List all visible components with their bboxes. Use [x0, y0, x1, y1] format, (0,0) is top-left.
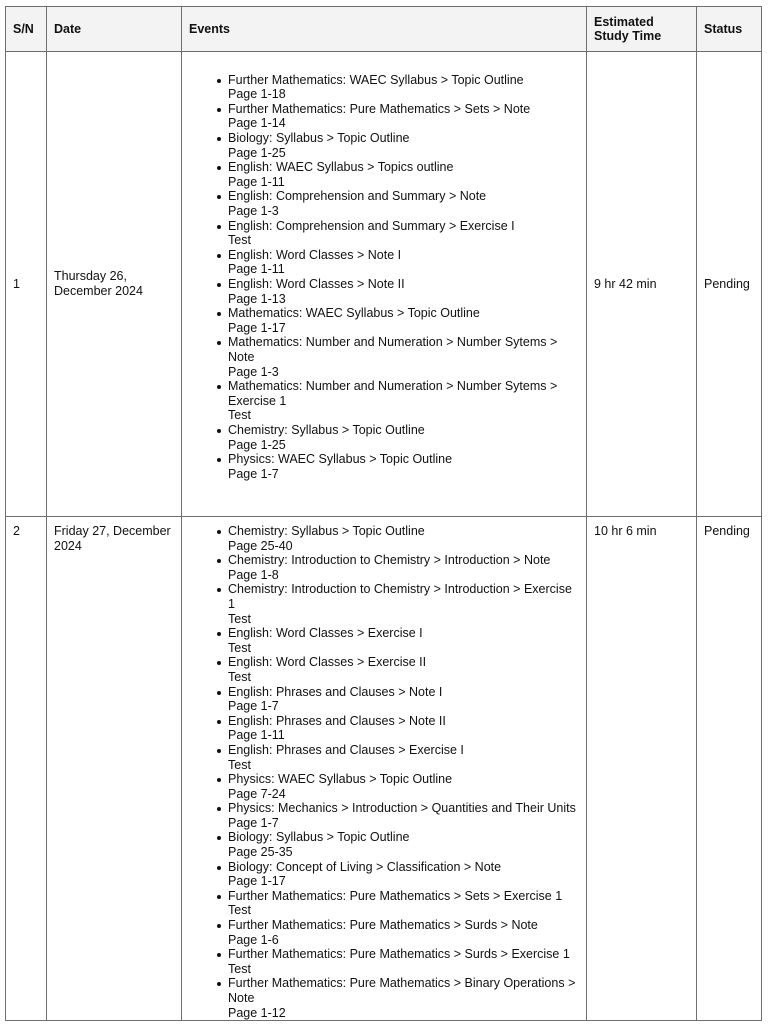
study-schedule-table — [5, 6, 762, 1021]
event-item — [228, 452, 579, 481]
event-item — [228, 685, 579, 714]
event-item — [228, 160, 579, 189]
event-title: Chemistry: Syllabus > Topic Outline — [228, 524, 425, 538]
header-study-time: Estimated Study Time — [587, 7, 697, 52]
event-title: English: Word Classes > Exercise II — [228, 655, 427, 670]
event-title: Biology: Syllabus > Topic Outline — [228, 830, 410, 845]
event-title: Further Mathematics: WAEC Syllabus > Topic Outline — [228, 72, 524, 87]
event-detail: Page 1-18 — [228, 87, 286, 102]
table-row — [6, 52, 762, 517]
event-item — [228, 830, 579, 859]
event-title: Biology: Syllabus > Topic Outline — [228, 131, 410, 146]
event-item — [228, 102, 579, 131]
event-detail: Page 1-7 — [228, 699, 279, 714]
event-list — [189, 524, 579, 1020]
event-detail: Test — [228, 961, 251, 976]
event-title: English: Comprehension and Summary > Exercise I — [228, 218, 515, 233]
event-title: Chemistry: Introduction to Chemistry > Introduction > Exercise 1 — [228, 582, 572, 611]
event-item — [228, 714, 579, 743]
event-title: English: Phrases and Clauses > Exercise I — [228, 742, 464, 757]
event-item — [228, 860, 579, 889]
event-item — [228, 626, 579, 655]
event-detail: Test — [228, 233, 251, 248]
event-title: English: Word Classes > Note I — [228, 247, 402, 262]
event-item — [228, 743, 579, 772]
event-item — [228, 277, 579, 306]
event-item — [228, 524, 579, 553]
event-item — [228, 73, 579, 102]
header-events: Events — [182, 7, 587, 52]
event-detail: Page 25-40 — [228, 538, 293, 553]
row-study-time: 9 hr 42 min — [587, 52, 697, 517]
event-detail: Page 1-3 — [228, 364, 279, 379]
event-detail: Page 1-3 — [228, 204, 279, 219]
event-item — [228, 889, 579, 918]
row-date: Thursday 26, December 2024 — [47, 52, 182, 517]
event-detail: Page 1-11 — [228, 262, 285, 277]
event-detail: Page 1-8 — [228, 567, 279, 582]
table-row — [6, 517, 762, 1021]
row-events — [182, 517, 587, 1021]
event-title: Mathematics: Number and Numeration > Number Sytems > Note — [228, 335, 558, 364]
event-title: English: Word Classes > Exercise I — [228, 626, 423, 641]
event-item — [228, 553, 579, 582]
event-title: Further Mathematics: Pure Mathematics > Surds > Note — [228, 918, 538, 933]
event-title: English: Phrases and Clauses > Note II — [228, 713, 446, 728]
event-title: Biology: Concept of Living > Classification > Note — [228, 859, 502, 874]
event-item — [228, 189, 579, 218]
event-title: English: Phrases and Clauses > Note I — [228, 684, 443, 699]
event-detail: Page 1-14 — [228, 116, 286, 131]
event-item — [228, 582, 579, 626]
event-title: English: Comprehension and Summary > Note — [228, 189, 487, 204]
event-item — [228, 306, 579, 335]
row-study-time: 10 hr 6 min — [587, 517, 697, 1021]
event-item — [228, 335, 579, 379]
row-sn: 1 — [6, 52, 47, 517]
event-detail: Page 7-24 — [228, 786, 286, 801]
event-title: Chemistry: Introduction to Chemistry > Introduction > Note — [228, 553, 551, 568]
row-sn: 2 — [6, 517, 47, 1021]
event-item — [228, 947, 579, 976]
event-title: English: Word Classes > Note II — [228, 277, 405, 291]
event-detail: Page 1-12 — [228, 1005, 286, 1020]
event-detail: Page 1-7 — [228, 815, 279, 830]
event-detail: Page 1-25 — [228, 437, 286, 452]
event-item — [228, 423, 579, 452]
table-header-row — [6, 7, 762, 52]
event-title: Further Mathematics: Pure Mathematics > Sets > Note — [228, 101, 531, 116]
event-item — [228, 976, 579, 1020]
event-title: Further Mathematics: Pure Mathematics > Surds > Exercise 1 — [228, 947, 570, 962]
event-detail: Test — [228, 903, 251, 918]
event-detail: Page 1-25 — [228, 145, 286, 160]
event-detail: Page 1-11 — [228, 728, 285, 743]
event-detail: Test — [228, 611, 251, 626]
event-detail: Page 25-35 — [228, 845, 293, 860]
event-title: Further Mathematics: Pure Mathematics > Binary Operations > Note — [228, 976, 576, 1005]
event-item — [228, 772, 579, 801]
event-title: Chemistry: Syllabus > Topic Outline — [228, 422, 425, 437]
event-detail: Page 1-13 — [228, 291, 286, 306]
event-item — [228, 248, 579, 277]
event-detail: Test — [228, 408, 251, 423]
event-title: Physics: WAEC Syllabus > Topic Outline — [228, 452, 453, 467]
event-detail: Page 1-7 — [228, 466, 279, 481]
event-item — [228, 219, 579, 248]
header-sn: S/N — [6, 7, 47, 52]
event-item — [228, 918, 579, 947]
event-detail: Test — [228, 640, 251, 655]
event-detail: Page 1-17 — [228, 320, 286, 335]
row-events — [182, 52, 587, 517]
row-status: Pending — [697, 517, 762, 1021]
event-title: Mathematics: Number and Numeration > Number Sytems > Exercise 1 — [228, 379, 558, 408]
event-detail: Test — [228, 669, 251, 684]
event-detail: Test — [228, 757, 251, 772]
event-title: Mathematics: WAEC Syllabus > Topic Outline — [228, 306, 480, 321]
event-title: Physics: Mechanics > Introduction > Quantities and Their Units — [228, 801, 576, 816]
event-item — [228, 379, 579, 423]
event-detail: Page 1-17 — [228, 874, 286, 889]
event-list — [189, 73, 579, 482]
header-date: Date — [47, 7, 182, 52]
event-item — [228, 801, 579, 830]
event-detail: Page 1-6 — [228, 932, 279, 947]
header-status: Status — [697, 7, 762, 52]
event-title: English: WAEC Syllabus > Topics outline — [228, 160, 454, 175]
event-title: Further Mathematics: Pure Mathematics > Sets > Exercise 1 — [228, 888, 563, 903]
event-item — [228, 655, 579, 684]
event-item — [228, 131, 579, 160]
event-detail: Page 1-11 — [228, 174, 285, 189]
event-title: Physics: WAEC Syllabus > Topic Outline — [228, 772, 453, 787]
row-date: Friday 27, December 2024 — [47, 517, 182, 1021]
row-status: Pending — [697, 52, 762, 517]
